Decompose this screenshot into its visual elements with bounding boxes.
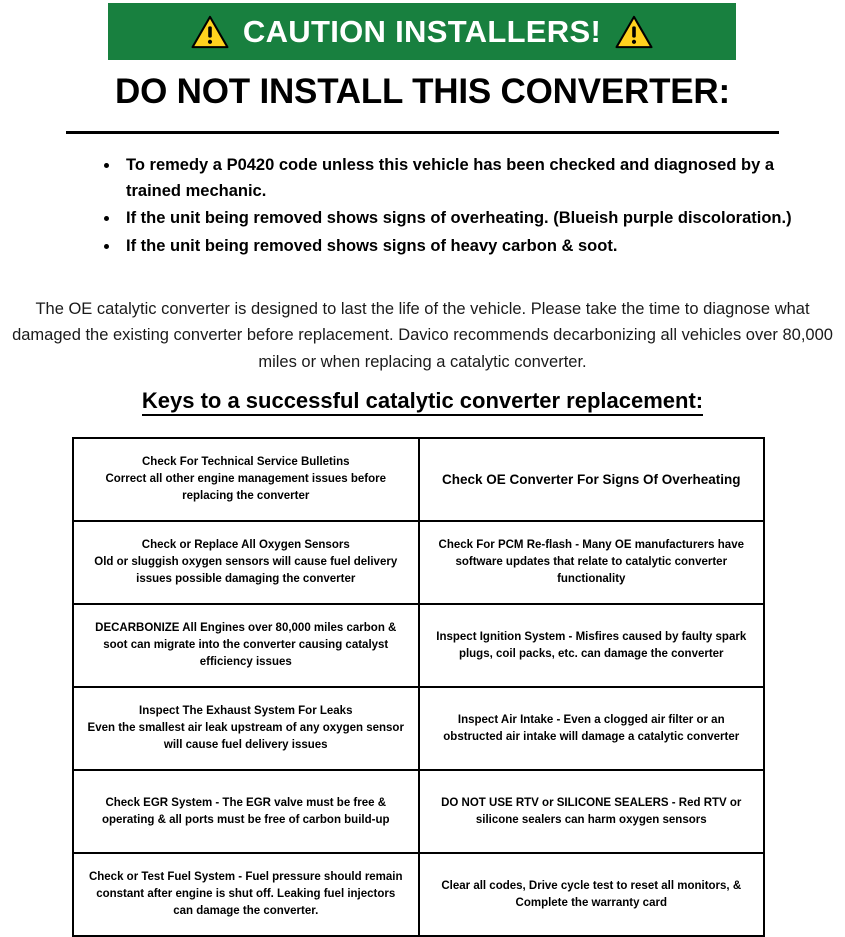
table-cell xyxy=(73,853,419,936)
table-cell xyxy=(73,770,419,853)
table-cell xyxy=(73,687,419,770)
cell-title: Check or Replace All Oxygen Sensors xyxy=(141,539,350,552)
cell-title: Check EGR System - The EGR valve must be free & operating & all ports must be free of carbon build-up xyxy=(101,796,390,826)
keys-section-title-text: Keys to a successful catalytic converter replacement: xyxy=(142,388,703,416)
list-item: • To remedy a P0420 code unless this vehicle has been checked and diagnosed by a trained mechanic. xyxy=(120,153,800,204)
table-cell xyxy=(73,438,419,521)
cell-subtext: Even the smallest air leak upstream of any oxygen sensor will cause fuel delivery issues xyxy=(87,722,404,751)
table-row xyxy=(73,687,764,770)
caution-banner-text: CAUTION INSTALLERS! xyxy=(242,14,602,49)
cell-title: Check or Test Fuel System - Fuel pressure should remain constant after engine is shut off. Leaking fuel injectors can damage the converter. xyxy=(88,871,403,917)
cell-title: Check OE Converter For Signs Of Overheating xyxy=(441,471,741,487)
warning-triangle-icon xyxy=(615,15,653,49)
keys-section-title xyxy=(0,388,845,414)
cell-title: Check For PCM Re-flash - Many OE manufacturers have software updates that relate to catalytic converter functionality xyxy=(438,539,744,585)
cell-title: Check For Technical Service Bulletins xyxy=(142,456,350,469)
table-cell xyxy=(419,853,765,936)
cell-title: Inspect Air Intake - Even a clogged air filter or an obstructed air intake will damage a catalytic converter xyxy=(443,713,740,743)
cell-title: Inspect Ignition System - Misfires caused by faulty spark plugs, coil packs, etc. can damage the converter xyxy=(436,630,747,660)
table-row xyxy=(73,770,764,853)
table-cell xyxy=(419,438,765,521)
cell-subtext: Correct all other engine management issues before replacing the converter xyxy=(105,473,387,502)
table-row xyxy=(73,853,764,936)
advisory-paragraph: The OE catalytic converter is designed to last the life of the vehicle. Please take the time to diagnose what damaged the existing converter before replacement. Davico recommends decarbonizing all vehicles over 80,000 miles or when replacing a catalytic converter. xyxy=(12,300,833,371)
title-divider xyxy=(66,131,779,134)
table-cell xyxy=(419,770,765,853)
table-cell xyxy=(73,521,419,604)
page-title: DO NOT INSTALL THIS CONVERTER: xyxy=(115,72,730,111)
caution-banner xyxy=(108,3,736,60)
do-not-install-list xyxy=(92,153,800,261)
table-row xyxy=(73,521,764,604)
table-cell xyxy=(419,687,765,770)
warning-triangle-icon xyxy=(191,15,229,49)
cell-title: Clear all codes, Drive cycle test to reset all monitors, & Complete the warranty card xyxy=(441,879,742,909)
cell-subtext: Old or sluggish oxygen sensors will cause fuel delivery issues possible damaging the converter xyxy=(94,556,398,585)
cell-title: DO NOT USE RTV or SILICONE SEALERS - Red RTV or silicone sealers can harm oxygen sensors xyxy=(441,796,742,826)
table-row xyxy=(73,604,764,687)
table-cell xyxy=(419,604,765,687)
keys-table xyxy=(72,437,765,937)
list-item: • If the unit being removed shows signs of overheating. (Blueish purple discoloration.) xyxy=(120,206,800,232)
table-row xyxy=(73,438,764,521)
table-cell xyxy=(419,521,765,604)
list-item: • If the unit being removed shows signs of heavy carbon & soot. xyxy=(120,234,800,260)
cell-title: Inspect The Exhaust System For Leaks xyxy=(139,705,353,718)
table-cell xyxy=(73,604,419,687)
cell-title: DECARBONIZE All Engines over 80,000 miles carbon & soot can migrate into the converter causing catalyst efficiency issues xyxy=(95,622,397,668)
